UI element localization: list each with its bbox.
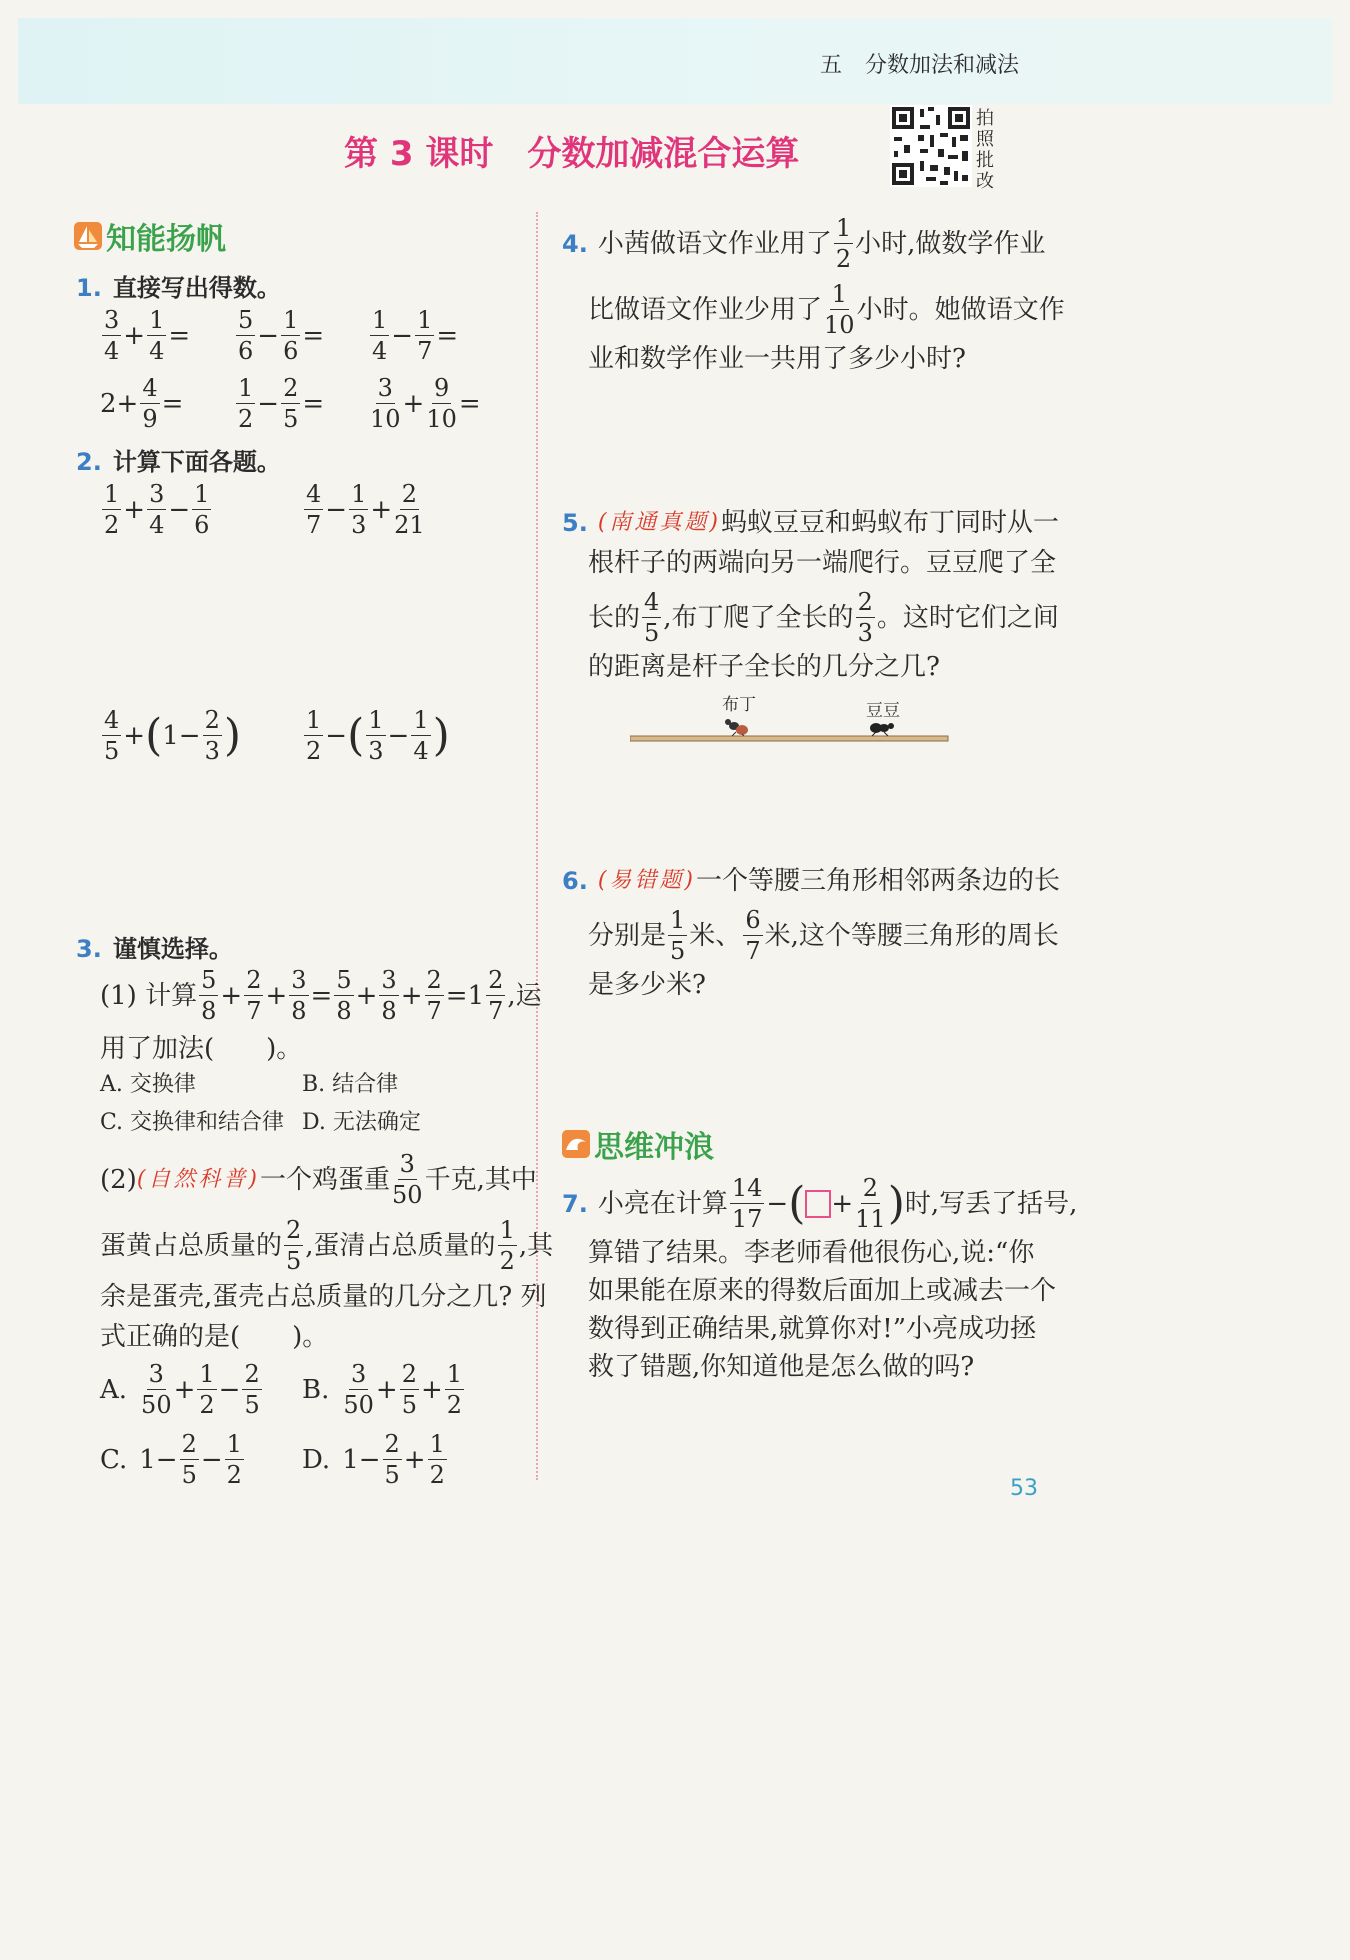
option-a[interactable]: A. 交换律 bbox=[100, 1072, 196, 1097]
q4-line1: 4. 小茜做语文作业用了 $\frac{1}{2}$ 小时,做数学作业 bbox=[562, 214, 1046, 273]
q2-item: $\frac{4}{5}$ + ( 1− $\frac{2}{3}$ ) bbox=[104, 706, 242, 765]
option-d[interactable]: D. 无法确定 bbox=[302, 1110, 421, 1135]
option-b[interactable]: B. 结合律 bbox=[302, 1072, 399, 1097]
q7-line1: 7. 小亮在计算 $\frac{14}{17}$ − ( + $\frac{2}{11}$ ) 时,写丢了括号, bbox=[562, 1174, 1078, 1233]
q3-part2-line3: 余是蛋壳,蛋壳占总质量的几分之几? 列 bbox=[100, 1282, 547, 1312]
qr-label-char: 改 bbox=[976, 171, 994, 192]
q4-line3: 业和数学作业一共用了多少小时? bbox=[588, 344, 966, 374]
qr-label-char: 拍 bbox=[976, 108, 994, 129]
q6-line2: 分别是 $\frac{1}{5}$ 米、 $\frac{6}{7}$ 米,这个等腰三角形的周长 bbox=[588, 906, 1059, 965]
option-c[interactable]: C. 交换律和结合律 bbox=[100, 1110, 285, 1135]
question-number: 2. bbox=[76, 448, 102, 476]
q7-line3: 如果能在原来的得数后面加上或减去一个 bbox=[588, 1276, 1057, 1306]
section-title: 思维冲浪 bbox=[594, 1130, 714, 1165]
q3-opt-a[interactable]: A. $\frac{3}{50}$ + $\frac{1}{2}$ − $\frac{2}{5}$ bbox=[100, 1360, 260, 1419]
wave-icon bbox=[562, 1130, 590, 1158]
question-title: 计算下面各题。 bbox=[112, 448, 281, 476]
q5-line2: 根杆子的两端向另一端爬行。豆豆爬了全 bbox=[588, 548, 1057, 578]
q3-heading bbox=[76, 929, 233, 964]
pole-illustration bbox=[630, 712, 950, 744]
lesson-title: 第 3 课时 分数加减混合运算 bbox=[344, 134, 800, 174]
q4-line2: 比做语文作业少用了 $\frac{1}{10}$ 小时。她做语文作 bbox=[588, 280, 1065, 339]
ant-label-doudou: 豆豆 bbox=[866, 701, 900, 721]
q1-item: $\frac{1}{2}$ − $\frac{2}{5}$ = bbox=[238, 374, 325, 433]
ant-icon bbox=[870, 723, 894, 736]
question-number: 3. bbox=[76, 935, 102, 963]
q3-opt-b[interactable]: B. $\frac{3}{50}$ + $\frac{2}{5}$ + $\frac{1}{2}$ bbox=[302, 1360, 463, 1419]
q1-item: $\frac{3}{10}$ + $\frac{9}{10}$ = bbox=[370, 374, 481, 433]
q3-opt-d[interactable]: D. 1− $\frac{2}{5}$ + $\frac{1}{2}$ bbox=[302, 1430, 445, 1489]
qr-label-char: 照 bbox=[976, 129, 994, 150]
section-heading-2 bbox=[562, 1122, 714, 1166]
q5-line4: 的距离是杆子全长的几分之几? bbox=[588, 652, 940, 682]
q3-part2-line2: 蛋黄占总质量的 $\frac{2}{5}$ ,蛋清占总质量的 $\frac{1}{2}$ ,其 bbox=[100, 1216, 554, 1275]
question-title: 谨慎选择。 bbox=[112, 935, 233, 963]
question-number: 1. bbox=[76, 274, 102, 302]
question-title: 直接写出得数。 bbox=[112, 274, 281, 302]
qr-code-icon[interactable] bbox=[890, 105, 972, 187]
blank-box[interactable] bbox=[805, 1190, 831, 1218]
q3-part1-line1: (1) 计算 $\frac{5}{8}$ + $\frac{2}{7}$ + $\frac{3}{8}$ = $\frac{5}{8}$ + $\frac{3}{8}$ + $\frac{2}{7}$ =1 $\frac{2}{7}$ ,运 bbox=[100, 966, 542, 1025]
q3-opt-c[interactable]: C. 1− $\frac{2}{5}$ − $\frac{1}{2}$ bbox=[100, 1430, 242, 1489]
ant-label-buding: 布丁 bbox=[722, 695, 756, 715]
q7-line2: 算错了结果。李老师看他很伤心,说:“你 bbox=[588, 1238, 1035, 1268]
q3-part2-line4: 式正确的是( )。 bbox=[100, 1322, 329, 1352]
q3-part2-line1: (2) (自然科普) 一个鸡蛋重 $\frac{3}{50}$ 千克,其中 bbox=[100, 1150, 537, 1209]
tag-label: (南通真题) bbox=[597, 510, 721, 535]
header-band bbox=[18, 18, 1332, 104]
section-heading-1 bbox=[74, 214, 226, 258]
q1-item: $\frac{1}{4}$ − $\frac{1}{7}$ = bbox=[372, 306, 459, 365]
q1-item: $\frac{5}{6}$ − $\frac{1}{6}$ = bbox=[238, 306, 325, 365]
page-number: 53 bbox=[1010, 1476, 1038, 1501]
q1-heading bbox=[76, 268, 281, 303]
q1-item: 2 + $\frac{4}{9}$ = bbox=[100, 374, 184, 433]
chapter-title: 分数加法和减法 bbox=[865, 53, 1020, 78]
q5-line1: 5. (南通真题) 蚂蚁豆豆和蚂蚁布丁同时从一 bbox=[562, 508, 1060, 538]
tag-label: (自然科普) bbox=[136, 1166, 261, 1192]
q2-item: $\frac{4}{7}$ − $\frac{1}{3}$ + $\frac{2}{21}$ bbox=[306, 480, 425, 539]
ant-icon bbox=[725, 719, 748, 736]
sailboat-icon bbox=[74, 222, 102, 250]
q2-item: $\frac{1}{2}$ − ( $\frac{1}{3}$ − $\frac{1}{4}$ ) bbox=[306, 706, 450, 765]
q2-item: $\frac{1}{2}$ + $\frac{3}{4}$ − $\frac{1}{6}$ bbox=[104, 480, 210, 539]
q5-line3: 长的 $\frac{4}{5}$ ,布丁爬了全长的 $\frac{2}{3}$ 。这时它们之间 bbox=[588, 588, 1059, 647]
q7-line5: 救了错题,你知道他是怎么做的吗? bbox=[588, 1352, 975, 1382]
chapter-number: 五 bbox=[820, 53, 843, 78]
tag-label: (易错题) bbox=[597, 868, 696, 893]
q7-line4: 数得到正确结果,就算你对!”小亮成功拯 bbox=[588, 1314, 1037, 1344]
section-title: 知能扬帆 bbox=[106, 222, 226, 257]
q1-item: $\frac{3}{4}$ + $\frac{1}{4}$ = bbox=[104, 306, 191, 365]
qr-label-char: 批 bbox=[976, 150, 994, 171]
q3-part1-line2: 用了加法( )。 bbox=[100, 1034, 303, 1064]
chapter-header bbox=[820, 48, 1019, 79]
qr-label bbox=[976, 108, 998, 192]
q2-heading bbox=[76, 442, 281, 477]
q6-line3: 是多少米? bbox=[588, 970, 706, 1000]
q6-line1: 6. (易错题) 一个等腰三角形相邻两条边的长 bbox=[562, 866, 1061, 896]
